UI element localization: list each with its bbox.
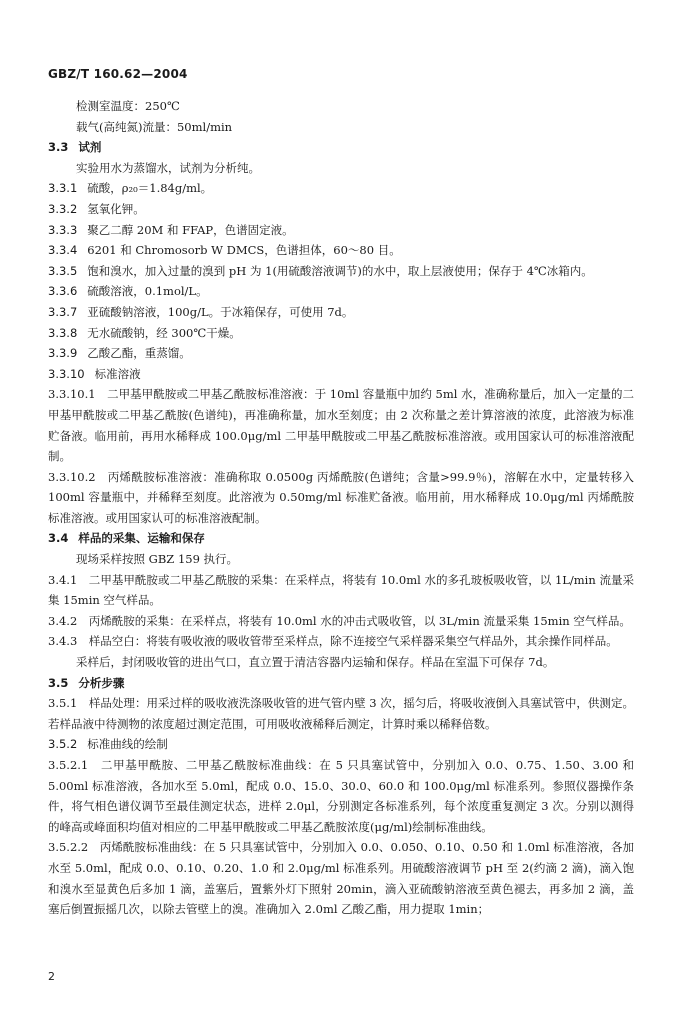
document-body [48,96,634,920]
item-text: 硫酸，ρ₂₀＝1.84g/ml。 [87,181,213,196]
section-number: 3.5 [48,675,69,690]
reagent-item [48,178,634,199]
reagent-item [48,240,634,261]
reagent-item [48,220,634,241]
paragraph-3-5-1: 3.5.1 样品处理：用采过样的吸收液洗涤吸收管的进气管内壁 3 次，摇匀后，将吸收液倒入具塞试管中，供测定。若样品液中待测物的浓度超过测定范围，可用吸收液稀释后测定，计算时乘以稀释倍数。 [48,696,634,731]
item-number: 3.3.3 [48,222,78,237]
item-number: 3.3.8 [48,325,78,340]
detector-temperature-line: 检测室温度：250℃ [76,99,180,113]
item-text: 聚乙二醇 20M 和 FFAP，色谱固定液。 [87,222,294,237]
carrier-gas-line: 载气(高纯氮)流量：50ml/min [76,119,233,134]
document-number-header: GBZ/T 160.62—2004 [48,67,188,81]
section-3-5-heading [48,673,634,694]
item-text: 乙酸乙酯，重蒸馏。 [87,346,191,361]
reagent-item [48,343,634,364]
section-number: 3.4 [48,531,69,546]
section-number: 3.3 [48,140,69,155]
item-text: 标准溶液 [94,366,141,381]
paragraph-3-4-1: 3.4.1 二甲基甲酰胺或二甲基乙酰胺的采集：在采样点，将装有 10.0ml 水的多孔玻板吸收管，以 1L/min 流量采集 15min 空气样品。 [48,572,634,608]
item-number: 3.3.9 [48,346,78,361]
paragraph-after-sampling: 采样后，封闭吸收管的进出气口，直立置于清洁容器内运输和保存。样品在室温下可保存 7d。 [76,655,555,670]
page-number: 2 [48,970,55,983]
item-number: 3.3.10 [48,366,85,381]
subsection-3-5-2-heading [48,734,634,755]
item-number: 3.3.7 [48,304,78,319]
paragraph-3-4-3: 3.4.3 样品空白：将装有吸收液的吸收管带至采样点，除不连接空气采样器采集空气样品外，其余操作同样品。 [48,634,618,649]
section-3-4-heading [48,528,634,549]
paragraph-3-3-10-1: 3.3.10.1 二甲基甲酰胺或二甲基乙酰胺标准溶液：于 10ml 容量瓶中加约 5ml 水，准确称量后，加入一定量的二甲基甲酰胺或二甲基乙酰胺(色谱纯)，再准确称量，加水至刻度；由 2 次称量之差计算溶液的浓度，此溶液为标准贮备液。临用前，再用水稀释成 100.0μg/ml 二甲基甲酰胺或二甲基乙酰胺标准溶液。或用国家认可的标准溶液配制。 [48,387,634,464]
item-number: 3.3.1 [48,181,78,196]
sampling-intro-line: 现场采样按照 GBZ 159 执行。 [76,552,239,567]
reagent-intro-line: 实验用水为蒸馏水，试剂为分析纯。 [76,160,260,175]
section-title: 试剂 [78,140,102,155]
item-number: 3.3.6 [48,284,78,299]
item-text: 氢氧化钾。 [87,201,145,216]
paragraph-3-5-2-2: 3.5.2.2 丙烯酰胺标准曲线：在 5 只具塞试管中，分别加入 0.0、0.050、0.10、0.50 和 1.0ml 标准溶液，各加水至 5.0ml，配成 0.0、0.10、0.20、1.0 和 2.0μg/ml 标准系列。用硫酸溶液调节 pH 至 2(约滴 2 滴)，滴入饱和溴水至显黄色后多加 1 滴，盖塞后，置紫外灯下照射 20min，滴入亚硫酸钠溶液至黄色褪去，再多加 2 滴，盖塞后倒置振摇几次，以除去管壁上的溴。准确加入 2.0ml 乙酸乙酯，用力提取 1min； [48,840,634,917]
reagent-item [48,261,634,282]
reagent-item [48,199,634,220]
item-number: 3.3.2 [48,201,78,216]
reagent-item [48,323,634,344]
item-text: 饱和溴水，加入过量的溴到 pH 为 1(用硫酸溶液调节)的水中，取上层液使用；保存于 4℃冰箱内。 [87,263,593,278]
item-text: 硫酸溶液，0.1mol/L。 [87,284,208,299]
item-number: 3.3.4 [48,243,78,258]
reagent-item [48,281,634,302]
item-text: 6201 和 Chromosorb W DMCS，色谱担体，60～80 目。 [87,243,401,258]
section-title: 样品的采集、运输和保存 [78,531,205,546]
reagent-item [48,302,634,323]
paragraph-3-4-2: 3.4.2 丙烯酰胺的采集：在采样点，将装有 10.0ml 水的冲击式吸收管，以 3L/min 流量采集 15min 空气样品。 [48,613,631,628]
section-title: 分析步骤 [78,675,125,690]
item-text: 亚硫酸钠溶液，100g/L。于冰箱保存，可使用 7d。 [87,304,354,319]
subsection-title: 标准曲线的绘制 [87,737,168,752]
item-number: 3.3.5 [48,263,78,278]
item-text: 无水硫酸钠，经 300℃干燥。 [87,325,241,340]
section-3-3-heading [48,137,634,158]
subsection-number: 3.5.2 [48,737,78,752]
reagent-item [48,364,634,385]
paragraph-3-3-10-2: 3.3.10.2 丙烯酰胺标准溶液：准确称取 0.0500g 丙烯酰胺(色谱纯；含量>99.9％)，溶解在水中，定量转移入 100ml 容量瓶中，并稀释至刻度。此溶液为 0.50mg/ml 标准贮备液。临用前，用水稀释成 10.0μg/ml 丙烯酰胺标准溶液。或用国家认可的标准溶液配制。 [48,469,634,525]
paragraph-3-5-2-1: 3.5.2.1 二甲基甲酰胺、二甲基乙酰胺标准曲线：在 5 只具塞试管中，分别加入 0.0、0.75、1.50、3.00 和 5.00ml 标准溶液，各加水至 5.0ml，配成 0.0、15.0、30.0、60.0 和 100.0μg/ml 标准系列。参照仪器操作条件，将气相色谱仪调节至最佳测定状态，进样 2.0μl，分别测定各标准系列，每个浓度重复测定 3 次。分别以测得的峰高或峰面积均值对相应的二甲基甲酰胺或二甲基乙酰胺浓度(μg/ml)绘制标准曲线。 [48,758,634,834]
